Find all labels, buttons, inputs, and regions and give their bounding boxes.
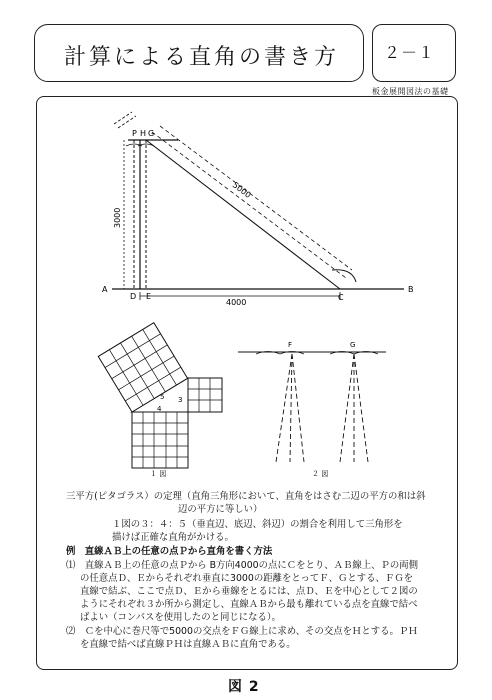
label-e: E — [146, 292, 152, 301]
fig1-label-4: 4 — [157, 405, 162, 413]
label-c: C — [338, 293, 344, 302]
hypotenuse — [146, 140, 340, 289]
fig2-label-f: F — [288, 341, 293, 349]
label-g: G — [148, 129, 155, 138]
label-4000: 4000 — [226, 298, 247, 307]
label-5000: 5000 — [230, 180, 253, 200]
figure-2-perpendicular — [238, 341, 386, 478]
ratio-line-2: 描けば正確な直角がかける。 — [112, 532, 234, 543]
label-a: A — [102, 285, 108, 294]
label-3000: 3000 — [113, 207, 122, 228]
arc-c — [332, 270, 356, 282]
step1-line-4: ようにそれぞれ３か所から測定し、直線ＡＢから最も離れている点を直線で結べ — [80, 599, 418, 610]
label-d: D — [130, 292, 137, 301]
section-number: ２－１ — [384, 43, 436, 62]
label-b: B — [408, 285, 414, 294]
step1-line-3: 直線で結ぶ、ここで点Ｄ、Ｅから垂線をとるには、点Ｄ、Ｅを中心として２図の — [80, 586, 418, 597]
label-p: P — [132, 129, 137, 138]
ratio-line-1: １図の３：４：５（垂直辺、底辺、斜辺）の割合を利用して三角形を — [112, 519, 403, 530]
pythagoras-line-1: 三平方(ピタゴラス）の定理（直角三角形において、直角をはさむ二辺の平方の和は斜 — [66, 491, 426, 502]
fig2-caption: ２ 図 — [312, 470, 329, 478]
series-label: 板金展開図法の基礎 — [372, 87, 449, 96]
fig1-caption: １ 図 — [150, 470, 167, 478]
fig2-label-g: G — [350, 341, 356, 349]
fig1-square-4 — [132, 412, 188, 468]
fig1-label-5: 5 — [160, 393, 165, 401]
step1-line-5: ばよい（コンパスを使用したのと同じになる）。 — [80, 612, 281, 623]
dim-5000-line-b — [160, 126, 352, 270]
step2-line-2: を直線で結べば直線ＰＨは直線ＡＢに直角である。 — [80, 639, 296, 650]
label-h: H — [140, 129, 147, 138]
arrow-dash — [114, 112, 132, 124]
example-heading: 例 直線ＡＢ上の任意の点Ｐから直角を書く方法 — [66, 546, 273, 557]
dim-5000-line-a — [152, 132, 346, 278]
fig1-label-3: 3 — [178, 396, 183, 404]
fig1-square-3 — [188, 378, 222, 412]
step1-line-2: の任意点Ｄ、Ｅからそれぞれ垂直に3000の距離をとってＦ、Ｇとする、ＦＧを — [80, 573, 414, 584]
step2-line-1: ⑵ Ｃを中心に巻尺等で5000の交点をＦＧ線上に求め、その交点をＨとする。ＰＨ — [66, 626, 418, 637]
pythagoras-line-2: 辺の平方に等しい） — [178, 504, 263, 515]
figure-1-pythagoras — [98, 323, 222, 478]
page-title: 計算による直角の書き方 — [64, 45, 340, 70]
step1-line-1: ⑴ 直線ＡＢ上の任意の点Ｐから B方向4000の点にＣをとり、ＡＢ線上、Ｐの両側 — [66, 560, 419, 571]
figure-caption: 図 2 — [228, 679, 260, 695]
